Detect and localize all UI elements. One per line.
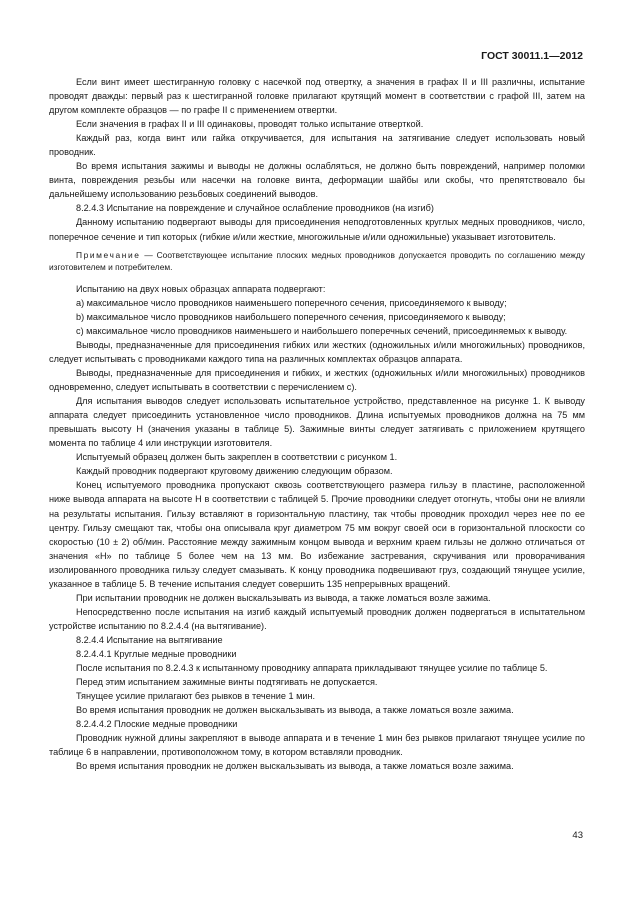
subsection-heading: 8.2.4.4.1 Круглые медные проводники [76, 648, 237, 659]
standard-header: ГОСТ 30011.1—2012 [481, 50, 583, 62]
paragraph: Испытуемый образец должен быть закреплен в соответствии с рисунком 1. [76, 452, 398, 463]
paragraph: Если винт имеет шестигранную головку с насечкой под отвертку, а значения в графах II и III различны, испытание проводят дважды: первый раз к шестигранной головке прилагают крутящий момент в соответствии с графой III, затем на другом комплекте образцов — по графе II с применением отвертки. [49, 77, 585, 116]
paragraph: Если значения в графах II и III одинаковы, проводят только испытание отверткой. [76, 119, 424, 130]
paragraph: Для испытания выводов следует использовать испытательное устройство, представленное на рисунке 1. К выводу аппарата следует присоединить установленное число проводников. Длина испытуемых проводников должна на 75 мм превышать высоту H (значения указаны в таблице 5). Зажимные винты следует затягивать с приложением крутящего момента по таблице 4 или инструкции изготовителя. [49, 396, 585, 449]
paragraph: Конец испытуемого проводника пропускают сквозь соответствующего размера гильзу в пластине, расположенной ниже вывода аппарата на высоте H в соответствии с таблицей 5. Прочие проводники следует отогнуть, чтобы они не влияли на результаты испытания. Гильзу вставляют в горизонтальную пластину, так чтобы проводник проходил через нее по ее центру. Гильзу смещают так, чтобы она описывала круг диаметром 75 мм вокруг своей оси в горизонтальной плоскости со скоростью (10 ± 2) об/мин. Расстояние между зажимным концом вывода и верхним краем гильзы не должно отличаться от значения «H» по таблице 5 более чем на 13 мм. Во избежание застревания, скручивания или проворачивания изолированного проводника гильзу следует смазывать. К концу проводника подвешивают груз, создающий тянущее усилие, указанное в таблице 5. В течение испытания следует совершить 135 непрерывных вращений. [49, 480, 585, 589]
document-body [49, 75, 585, 773]
list-item: a) максимальное число проводников наименьшего поперечного сечения, присоединяемого к выводу; [76, 297, 507, 308]
subsection-heading: 8.2.4.4.2 Плоские медные проводники [76, 719, 238, 730]
paragraph: Испытанию на двух новых образцах аппарата подвергают: [76, 283, 326, 294]
paragraph: Непосредственно после испытания на изгиб каждый испытуемый проводник должен подвергаться в испытательном устройстве испытанию по 8.2.4.4 (на вытягивание). [49, 606, 585, 631]
paragraph: Во время испытания проводник не должен выскальзывать из вывода, а также ломаться возле зажима. [76, 761, 514, 772]
note [49, 249, 585, 274]
paragraph: Перед этим испытанием зажимные винты подтягивать не допускается. [76, 677, 378, 688]
list-item: b) максимальное число проводников наибольшего поперечного сечения, присоединяемого к выводу; [76, 311, 506, 322]
paragraph: Данному испытанию подвергают выводы для присоединения неподготовленных круглых медных проводников, число, поперечное сечение и тип которых (гибкие и/или жесткие, многожильные и/или одножильные) указывает изготовитель. [49, 217, 585, 242]
paragraph: Выводы, предназначенные для присоединения и гибких, и жестких (одножильных и/или многожильных) проводников одновременно, следует испытывать в соответствии с перечислением с). [49, 368, 585, 393]
paragraph: Проводник нужной длины закрепляют в выводе аппарата и в течение 1 мин без рывков прилагают тянущее усилие по таблице 6 в направлении, противоположном тому, в котором вставляли проводник. [49, 733, 585, 758]
paragraph: Каждый раз, когда винт или гайка откручивается, для испытания на затягивание следует использовать новый проводник. [49, 133, 585, 158]
paragraph: Выводы, предназначенные для присоединения гибких или жестких (одножильных и/или многожильных) проводников, следует испытывать с проводниками каждого типа на различных комплектах образцов аппарата. [49, 339, 585, 364]
paragraph: Во время испытания зажимы и выводы не должны ослабляться, не должно быть повреждений, например поломки винта, повреждения резьбы или насечки на головке винта, деформации шайбы или скобы, что препятствовало бы дальнейшему использованию резьбовых соединений выводов. [49, 161, 585, 200]
paragraph: Во время испытания проводник не должен выскальзывать из вывода, а также ломаться возле зажима. [76, 705, 514, 716]
page-number: 43 [572, 830, 583, 841]
list-item: c) максимальное число проводников наименьшего и наибольшего поперечных сечений, присоединяемых к выводу. [76, 325, 568, 336]
paragraph: При испытании проводник не должен выскальзывать из вывода, а также ломаться возле зажима. [76, 592, 491, 603]
section-heading: 8.2.4.3 Испытание на повреждение и случайное ослабление проводников (на изгиб) [76, 203, 434, 214]
section-heading: 8.2.4.4 Испытание на вытягивание [76, 634, 223, 645]
paragraph: После испытания по 8.2.4.3 к испытанному проводнику аппарата прикладывают тянущее усилие по таблице 5. [76, 663, 548, 674]
paragraph: Каждый проводник подвергают круговому движению следующим образом. [76, 466, 393, 477]
note-label: Примечание [76, 249, 141, 260]
paragraph: Тянущее усилие прилагают без рывков в течение 1 мин. [76, 691, 316, 702]
note-text: — Соответствующее испытание плоских медных проводников допускается проводить по соглашению между изготовителем и потребителем. [49, 249, 585, 273]
